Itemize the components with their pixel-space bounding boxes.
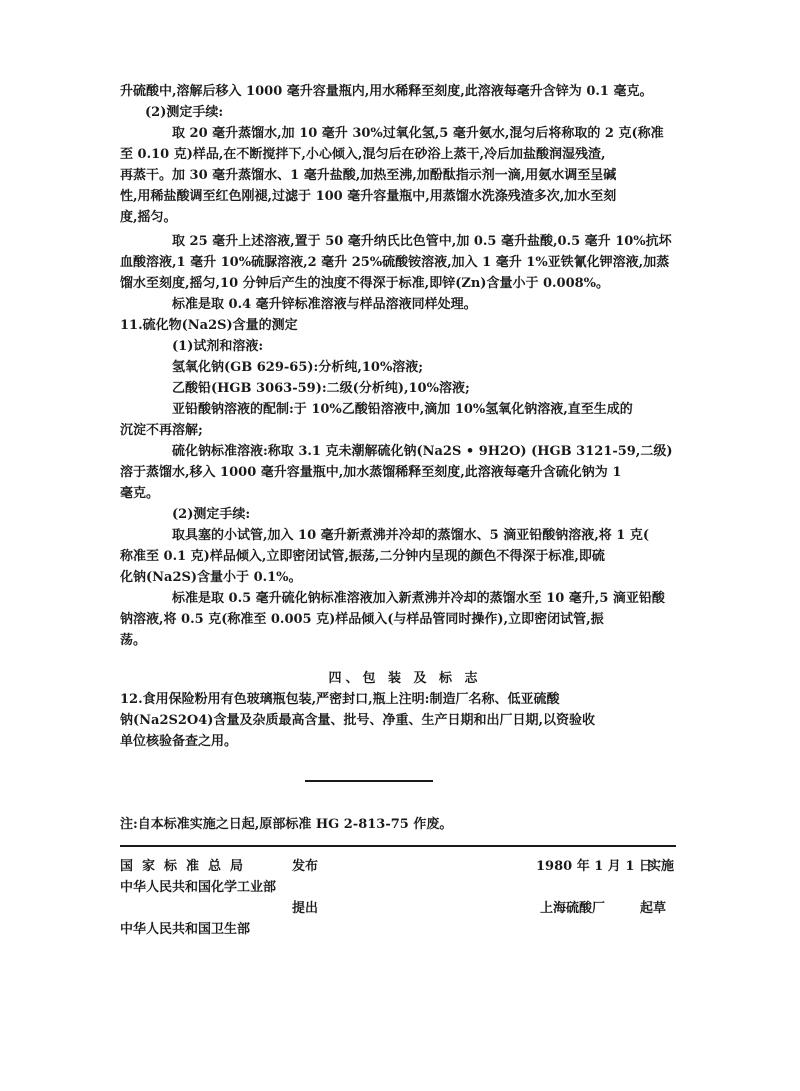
body-line: 升硫酸中,溶解后移入 1000 毫升容量瓶内,用水稀释至刻度,此溶液每毫升含锌为 0.1 毫克。 [120,84,653,99]
publisher: 国家标准总局 [120,859,253,874]
body-line: 溶于蒸馏水,移入 1000 毫升容量瓶中,加水蒸馏稀释至刻度,此溶液每毫升含硫化钠为 1 [120,465,622,480]
body-line: 钠溶液,将 0.5 克(称准至 0.005 克)样品倾入(与样品管同时操作),立即密闭试管,振 [120,612,604,627]
section-heading: 四、包 装 及 标 志 [328,671,482,686]
body-line: 氢氧化钠(GB 629-65):分析纯,10%溶液; [172,360,424,375]
body-line: 标准是取 0.5 毫升硫化钠标准溶液加入新煮沸并冷却的蒸馏水至 10 毫升,5 滴亚铅酸 [172,591,665,606]
proposer-1: 中华人民共和国化学工业部 [120,880,277,895]
implement-verb: 实施 [648,859,675,874]
body-line: 硫化钠标准溶液:称取 3.1 克未潮解硫化钠(Na2S • 9H2O) (HGB 3121-59,二级) [172,444,673,459]
propose-verb: 提出 [292,901,319,916]
note: 注:自本标准实施之日起,原部标准 HG 2-813-75 作废。 [120,817,453,832]
body-line: 至 0.10 克)样品,在不断搅拌下,小心倾入,混匀后在砂浴上蒸干,冷后加盐酸润湿残渣, [120,147,606,162]
body-line: (1)试剂和溶液: [172,339,264,354]
packaging-line: 单位核验备查之用。 [120,734,238,749]
body-line: 沉淀不再溶解; [120,423,203,438]
packaging-line: 12.食用保险粉用有色玻璃瓶包装,严密封口,瓶上注明:制造厂名称、低亚硫酸 [120,692,560,707]
body-line: 取 25 毫升上述溶液,置于 50 毫升纳氏比色管中,加 0.5 毫升盐酸,0.5 毫升 10%抗坏 [172,234,672,249]
body-line: 荡。 [120,633,147,648]
body-line: 血酸溶液,1 毫升 10%硫脲溶液,2 毫升 25%硫酸铵溶液,加入 1 毫升 1%亚铁氰化钾溶液,加蒸 [120,255,670,270]
implement-date: 1980 年 1 月 1 日 [536,859,652,874]
body-line: 亚铅酸钠溶液的配制:于 10%乙酸铅溶液中,滴加 10%氢氧化钠溶液,直至生成的 [172,402,633,417]
draft-verb: 起草 [640,901,667,916]
packaging-line: 钠(Na2S2O4)含量及杂质最高含量、批号、净重、生产日期和出厂日期,以资验收 [120,713,595,728]
body-line: (2)测定手续: [145,105,224,120]
section-title: 11.硫化物(Na2S)含量的测定 [120,318,298,333]
body-line: 毫克。 [120,486,160,501]
divider [305,780,433,782]
body-line: 标准是取 0.4 毫升锌标准溶液与样品溶液同样处理。 [172,297,477,312]
body-line: 馏水至刻度,摇匀,10 分钟后产生的浊度不得深于标准,即锌(Zn)含量小于 0.008%。 [120,276,610,291]
body-line: (2)测定手续: [172,507,251,522]
body-line: 性,用稀盐酸调至红色刚褪,过滤于 100 毫升容量瓶中,用蒸馏水洗涤残渣多次,加水至刻 [120,189,617,204]
footer-rule [120,845,676,847]
body-line: 再蒸干。加 30 毫升蒸馏水、1 毫升盐酸,加热至沸,加酚酞指示剂一滴,用氨水调至呈碱 [120,168,617,183]
body-line: 乙酸铅(HGB 3063-59):二级(分析纯),10%溶液; [172,381,470,396]
body-line: 化钠(Na2S)含量小于 0.1%。 [120,570,302,585]
publish-verb: 发布 [292,859,319,874]
drafter: 上海硫酸厂 [540,901,606,916]
body-line: 称准至 0.1 克)样品倾入,立即密闭试管,振荡,二分钟内呈现的颜色不得深于标准,即硫 [120,549,605,564]
body-line: 取具塞的小试管,加入 10 毫升新煮沸并冷却的蒸馏水、5 滴亚铅酸钠溶液,将 1 克( [172,528,650,543]
body-line: 度,摇匀。 [120,210,177,225]
proposer-2: 中华人民共和国卫生部 [120,922,251,937]
body-line: 取 20 毫升蒸馏水,加 10 毫升 30%过氧化氢,5 毫升氨水,混匀后将称取的 2 克(称准 [172,126,664,141]
